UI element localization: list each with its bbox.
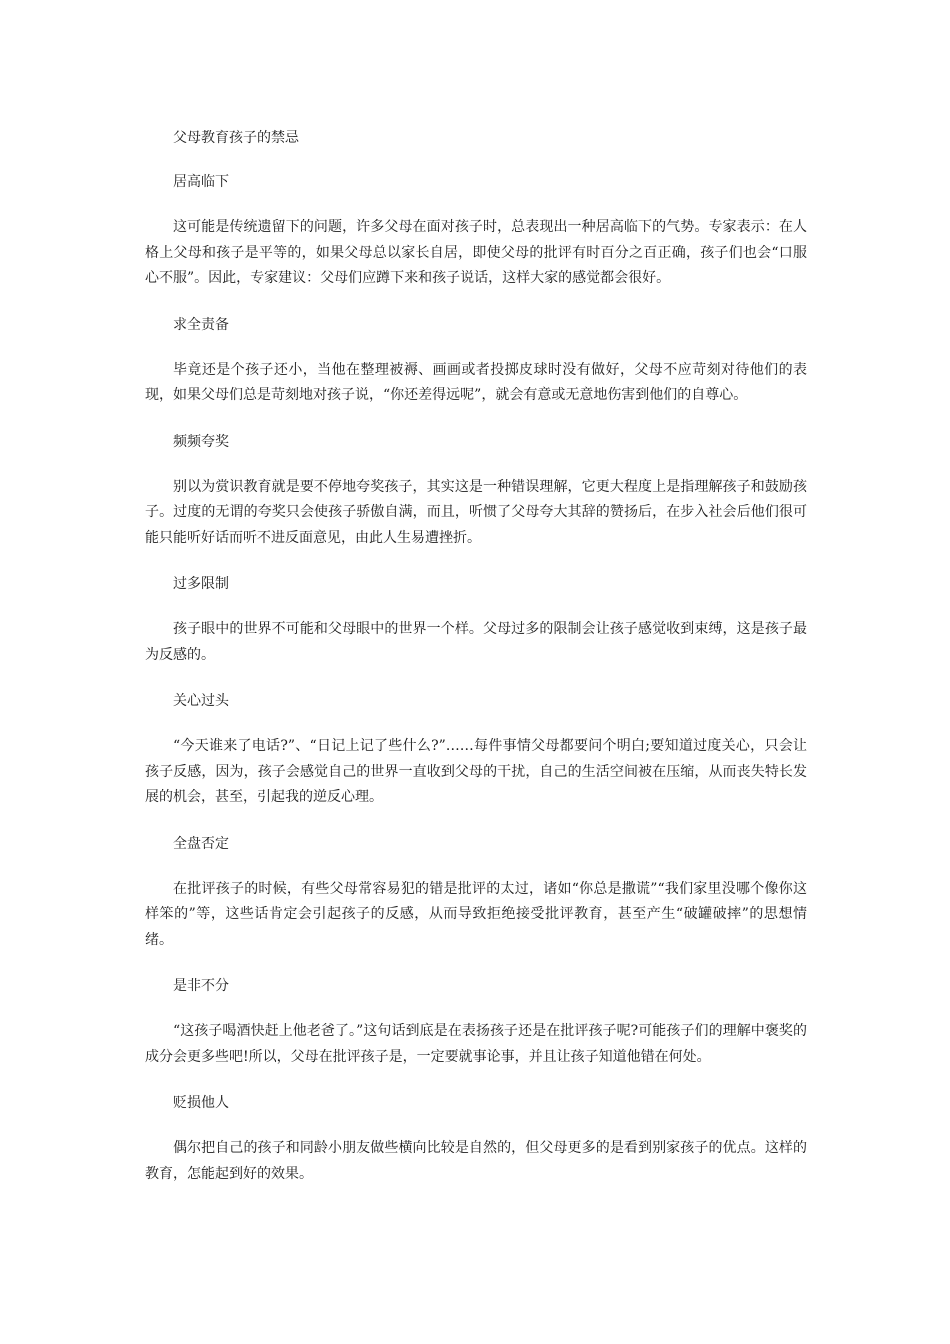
section-7 (145, 975, 807, 1070)
section-heading: 贬损他人 (173, 1095, 229, 1111)
section-8 (145, 1092, 807, 1187)
section-paragraph: “今天谁来了电话?”、“日记上记了些什么?”……每件事情父母都要问个明白;要知道过度关心，只会让孩子反感，因为，孩子会感觉自己的世界一直收到父母的干扰，自己的生活空间被在压缩，从而丧失特长发展的机会，甚至，引起我的逆反心理。 (145, 738, 807, 805)
section-heading: 求全责备 (173, 316, 229, 333)
section-paragraph: 偶尔把自己的孩子和同龄小朋友做些横向比较是自然的，但父母更多的是看到别家孩子的优点。这样的教育，怎能起到好的效果。 (145, 1140, 807, 1182)
section-paragraph: “这孩子喝酒快赶上他老爸了。”这句话到底是在表扬孩子还是在批评孩子呢?可能孩子们的理解中褒奖的成分会更多些吧!所以，父母在批评孩子是，一定要就事论事，并且让孩子知道他错在何处。 (145, 1023, 807, 1065)
section-2 (145, 314, 807, 409)
section-heading: 居高临下 (173, 174, 229, 190)
section-paragraph: 在批评孩子的时候，有些父母常容易犯的错是批评的太过，诸如“你总是撒谎”“我们家里没哪个像你这样笨的”等，这些话肯定会引起孩子的反感，从而导致拒绝接受批评教育，甚至产生“破罐破摔”的思想情绪。 (145, 880, 807, 948)
section-paragraph: 孩子眼中的世界不可能和父母眼中的世界一个样。父母过多的限制会让孩子感觉收到束缚，这是孩子最为反感的。 (145, 621, 807, 663)
section-paragraph: 别以为赏识教育就是要不停地夸奖孩子，其实这是一种错误理解，它更大程度上是指理解孩子和鼓励孩子。过度的无谓的夸奖只会使孩子骄傲自满，而且，听惯了父母夸大其辞的赞扬后，在步入社会后他们很可能只能听好话而听不进反面意见，由此人生易遭挫折。 (145, 478, 807, 546)
section-1 (145, 171, 807, 292)
document-page (145, 127, 807, 1209)
section-paragraph: 这可能是传统遗留下的问题，许多父母在面对孩子时，总表现出一种居高临下的气势。专家表示：在人格上父母和孩子是平等的，如果父母总以家长自居，即使父母的批评有时百分之百正确，孩子们也会“口服心不服”。因此，专家建议：父母们应蹲下来和孩子说话，这样大家的感觉都会很好。 (145, 219, 807, 286)
section-3 (145, 431, 807, 552)
section-heading: 是非不分 (173, 978, 229, 994)
section-heading: 关心过头 (173, 693, 229, 709)
section-heading: 频频夸奖 (173, 433, 229, 450)
section-5 (145, 690, 807, 811)
section-6 (145, 833, 807, 954)
section-4 (145, 573, 807, 668)
document-title: 父母教育孩子的禁忌 (173, 130, 299, 146)
section-paragraph: 毕竟还是个孩子还小，当他在整理被褥、画画或者投掷皮球时没有做好，父母不应苛刻对待他们的表现，如果父母们总是苛刻地对孩子说，“你还差得远呢”，就会有意或无意地伤害到他们的自尊心。 (145, 361, 807, 403)
section-heading: 全盘否定 (173, 835, 229, 852)
section-heading: 过多限制 (173, 576, 229, 592)
